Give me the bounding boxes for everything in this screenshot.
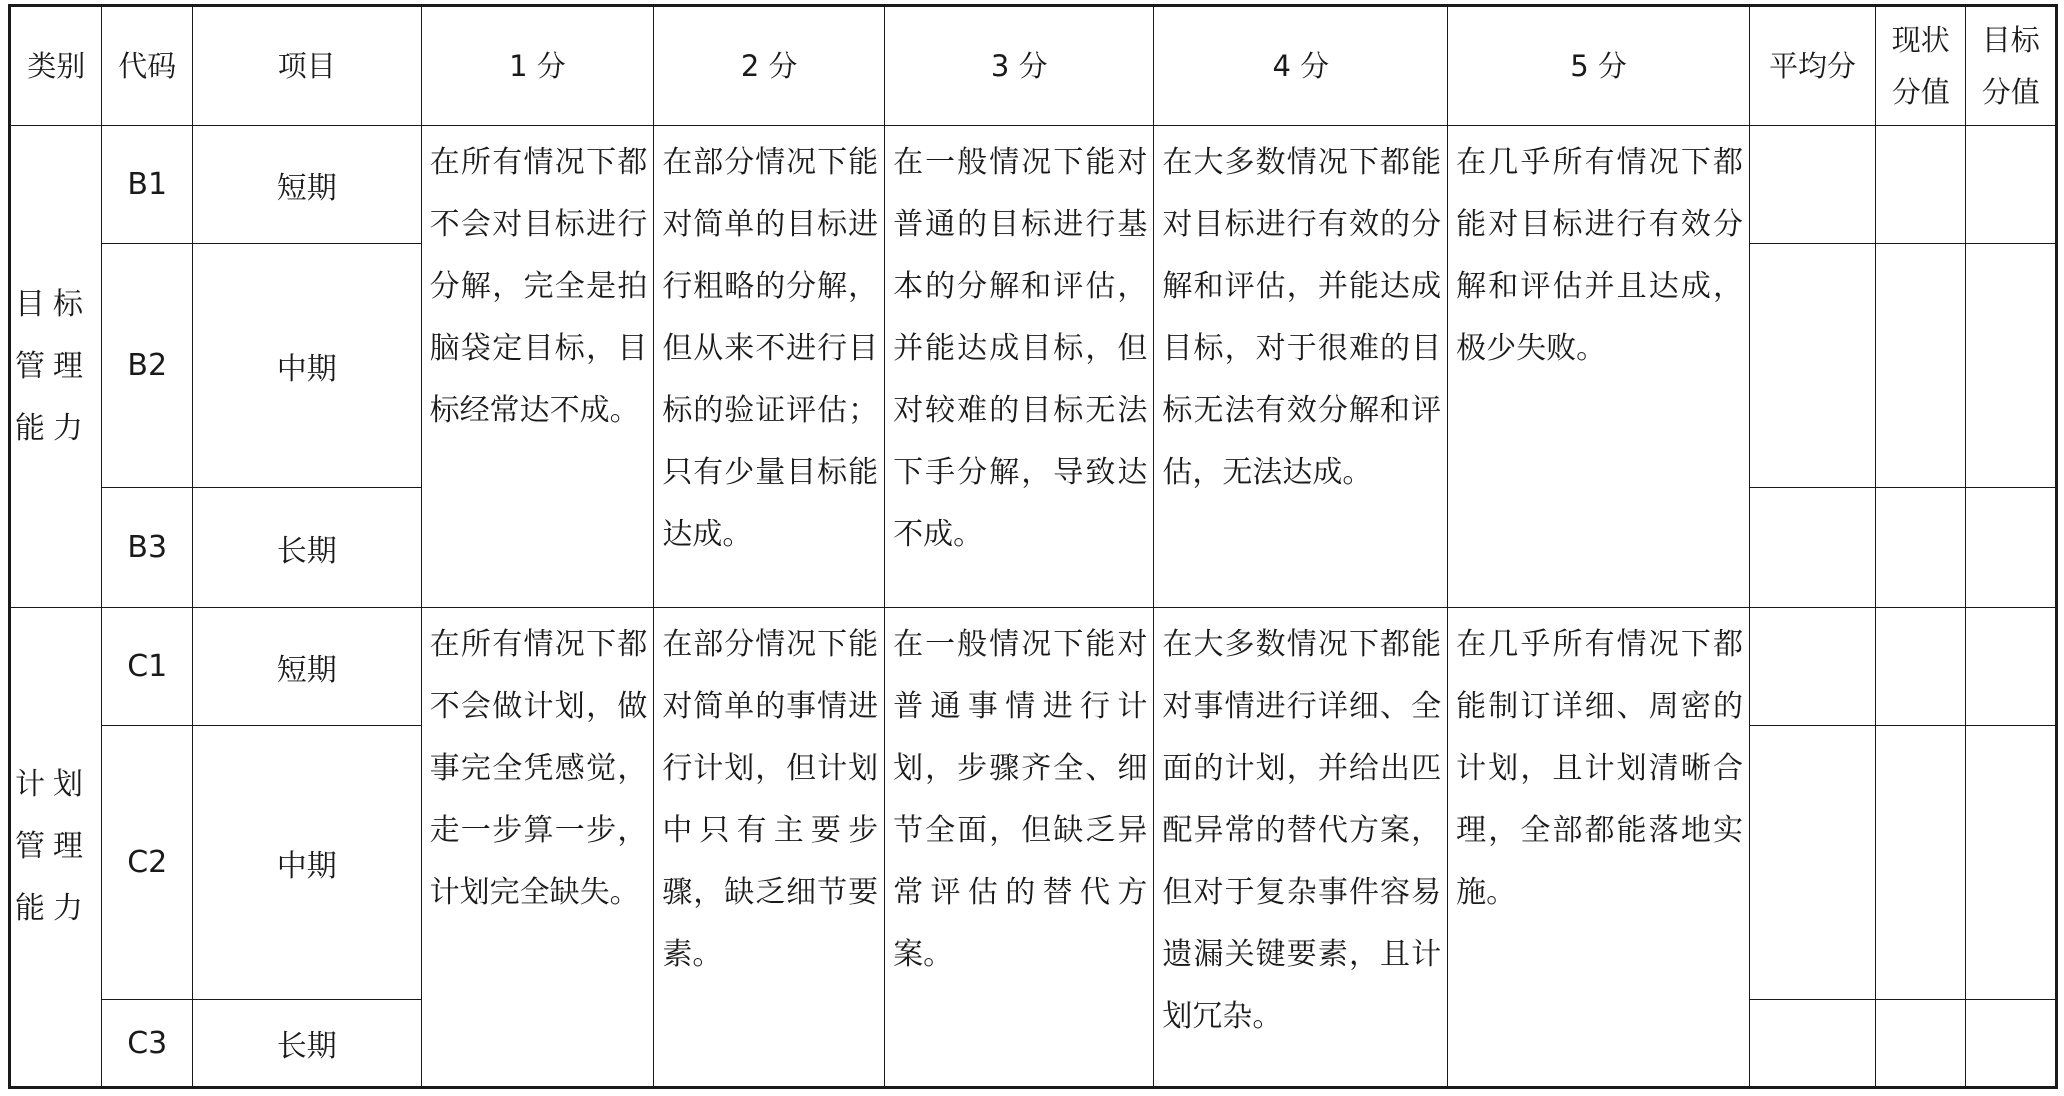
- average-cell-b3[interactable]: [1750, 488, 1876, 608]
- item-cell-c1: 短期: [192, 608, 421, 726]
- desc-goal-score-4: 在大多数情况下都能对目标进行有效的分解和评估，并能达成目标，对于很难的目标无法有效分解和评估，无法达成。: [1154, 126, 1448, 608]
- code-cell-b2: B2: [102, 244, 192, 488]
- desc-goal-score-3: 在一般情况下能对普通的目标进行基本的分解和评估，并能达成目标，但对较难的目标无法下手分解，导致达不成。: [885, 126, 1154, 608]
- item-cell-b2: 中期: [192, 244, 421, 488]
- item-cell-b3: 长期: [192, 488, 421, 608]
- target-score-cell-c1[interactable]: [1966, 608, 2057, 726]
- code-cell-c2: C2: [102, 726, 192, 1000]
- header-current-score: 现状分值: [1876, 6, 1966, 126]
- header-score-5: 5 分: [1448, 6, 1750, 126]
- current-score-cell-b2[interactable]: [1876, 244, 1966, 488]
- table-row-c1: [10, 608, 2057, 726]
- category-cell-goal: 目标管理能力: [10, 126, 102, 608]
- header-target-score: 目标分值: [1966, 6, 2057, 126]
- desc-plan-score-3: 在一般情况下能对普通事情进行计划，步骤齐全、细节全面，但缺乏异常评估的替代方案。: [885, 608, 1154, 1088]
- header-score-1: 1 分: [421, 6, 654, 126]
- desc-plan-score-1: 在所有情况下都不会做计划，做事完全凭感觉，走一步算一步，计划完全缺失。: [421, 608, 654, 1088]
- current-score-cell-c3[interactable]: [1876, 1000, 1966, 1088]
- desc-goal-score-1: 在所有情况下都不会对目标进行分解，完全是拍脑袋定目标，目标经常达不成。: [421, 126, 654, 608]
- average-cell-c3[interactable]: [1750, 1000, 1876, 1088]
- category-cell-plan: 计划管理能力: [10, 608, 102, 1088]
- code-cell-c1: C1: [102, 608, 192, 726]
- average-cell-c2[interactable]: [1750, 726, 1876, 1000]
- item-cell-b1: 短期: [192, 126, 421, 244]
- current-score-cell-c1[interactable]: [1876, 608, 1966, 726]
- target-score-cell-b2[interactable]: [1966, 244, 2057, 488]
- current-score-cell-b1[interactable]: [1876, 126, 1966, 244]
- desc-plan-score-5: 在几乎所有情况下都能制订详细、周密的计划，且计划清晰合理，全部都能落地实施。: [1448, 608, 1750, 1088]
- target-score-cell-b1[interactable]: [1966, 126, 2057, 244]
- desc-goal-score-2: 在部分情况下能对简单的目标进行粗略的分解，但从来不进行目标的验证评估；只有少量目标能达成。: [654, 126, 885, 608]
- header-score-3: 3 分: [885, 6, 1154, 126]
- competency-rating-table: [8, 4, 2058, 1089]
- header-average: 平均分: [1750, 6, 1876, 126]
- table-row-b1: [10, 126, 2057, 244]
- header-score-4: 4 分: [1154, 6, 1448, 126]
- item-cell-c2: 中期: [192, 726, 421, 1000]
- header-category: 类别: [10, 6, 102, 126]
- current-score-cell-b3[interactable]: [1876, 488, 1966, 608]
- code-cell-b3: B3: [102, 488, 192, 608]
- item-cell-c3: 长期: [192, 1000, 421, 1088]
- desc-goal-score-5: 在几乎所有情况下都能对目标进行有效分解和评估并且达成，极少失败。: [1448, 126, 1750, 608]
- average-cell-b1[interactable]: [1750, 126, 1876, 244]
- target-score-cell-b3[interactable]: [1966, 488, 2057, 608]
- average-cell-b2[interactable]: [1750, 244, 1876, 488]
- target-score-cell-c2[interactable]: [1966, 726, 2057, 1000]
- desc-plan-score-2: 在部分情况下能对简单的事情进行计划，但计划中只有主要步骤，缺乏细节要素。: [654, 608, 885, 1088]
- average-cell-c1[interactable]: [1750, 608, 1876, 726]
- header-score-2: 2 分: [654, 6, 885, 126]
- header-row: [10, 6, 2057, 126]
- target-score-cell-c3[interactable]: [1966, 1000, 2057, 1088]
- current-score-cell-c2[interactable]: [1876, 726, 1966, 1000]
- desc-plan-score-4: 在大多数情况下都能对事情进行详细、全面的计划，并给出匹配异常的替代方案，但对于复杂事件容易遗漏关键要素，且计划冗杂。: [1154, 608, 1448, 1088]
- code-cell-c3: C3: [102, 1000, 192, 1088]
- header-item: 项目: [192, 6, 421, 126]
- code-cell-b1: B1: [102, 126, 192, 244]
- header-code: 代码: [102, 6, 192, 126]
